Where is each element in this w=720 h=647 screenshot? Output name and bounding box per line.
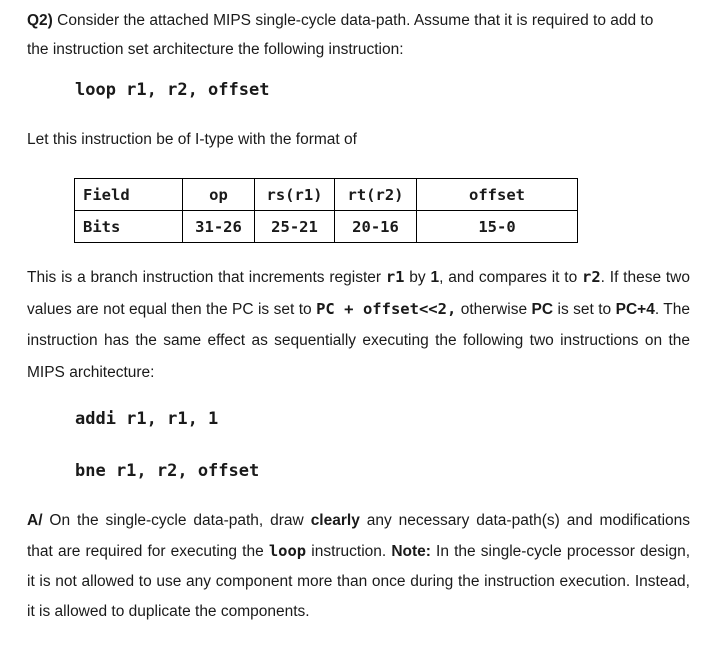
table-cell-rs-bits: 25-21 <box>255 211 335 243</box>
table-row-fields <box>75 179 578 211</box>
desc-text-4: . If these two values are not equal then the PC is set to <box>27 269 690 318</box>
table-header-field: Field <box>75 179 183 211</box>
instruction-format-table <box>74 178 578 243</box>
table-header-rt: rt(r2) <box>335 179 417 211</box>
question-label: Q2) <box>27 12 53 29</box>
part-a-note: Note: <box>391 543 431 560</box>
instruction-description <box>27 262 690 388</box>
table-cell-rt-bits: 20-16 <box>335 211 417 243</box>
desc-text-1: This is a branch instruction that increments register <box>27 269 386 286</box>
question-intro-line2: the instruction set architecture the following instruction: <box>27 41 404 58</box>
desc-text-3: , and compares it to <box>439 269 582 286</box>
code-loop-instruction: loop r1, r2, offset <box>75 80 270 100</box>
part-a-loop: loop <box>268 542 307 560</box>
table-cell-bits-label: Bits <box>75 211 183 243</box>
code-addi-instruction: addi r1, r1, 1 <box>75 409 219 429</box>
part-a-text-3: instruction. <box>306 543 392 560</box>
desc-one: 1 <box>430 269 440 286</box>
desc-text-6: is set to <box>553 300 616 318</box>
desc-r1: r1 <box>385 268 405 286</box>
desc-text-5: otherwise <box>456 300 532 318</box>
desc-r2: r2 <box>581 268 601 286</box>
code-bne-instruction: bne r1, r2, offset <box>75 461 260 481</box>
part-a-text-2: any necessary data-path(s) and modifications that are required for executing the <box>27 512 690 560</box>
table-header-op: op <box>183 179 255 211</box>
part-a-label: A/ <box>27 512 43 529</box>
table-cell-offset-bits: 15-0 <box>417 211 578 243</box>
desc-text-7: . The instruction has the same effect as sequentially executing the following two instructions on the MIPS architecture: <box>27 300 690 381</box>
table-header-offset: offset <box>417 179 578 211</box>
desc-pc4: PC+4 <box>615 300 655 318</box>
part-a-clearly: clearly <box>310 512 360 529</box>
format-intro: Let this instruction be of I-type with the format of <box>27 131 357 148</box>
table-cell-op-bits: 31-26 <box>183 211 255 243</box>
desc-pc-expression: PC + offset<<2, <box>316 299 457 318</box>
desc-text-2: by <box>404 269 431 286</box>
part-a-question <box>27 506 690 627</box>
table-row-bits <box>75 211 578 243</box>
table-header-rs: rs(r1) <box>255 179 335 211</box>
part-a-text-1: On the single-cycle data-path, draw <box>42 512 311 529</box>
desc-pc: PC <box>531 300 554 318</box>
part-a-text-4: In the single-cycle processor design, it is not allowed to use any component more than once during the instruction execution. Instead, it is allowed to duplicate the components. <box>27 543 690 620</box>
question-intro <box>27 6 690 64</box>
question-intro-line1: Consider the attached MIPS single-cycle data-path. Assume that it is required to add to <box>52 12 654 29</box>
